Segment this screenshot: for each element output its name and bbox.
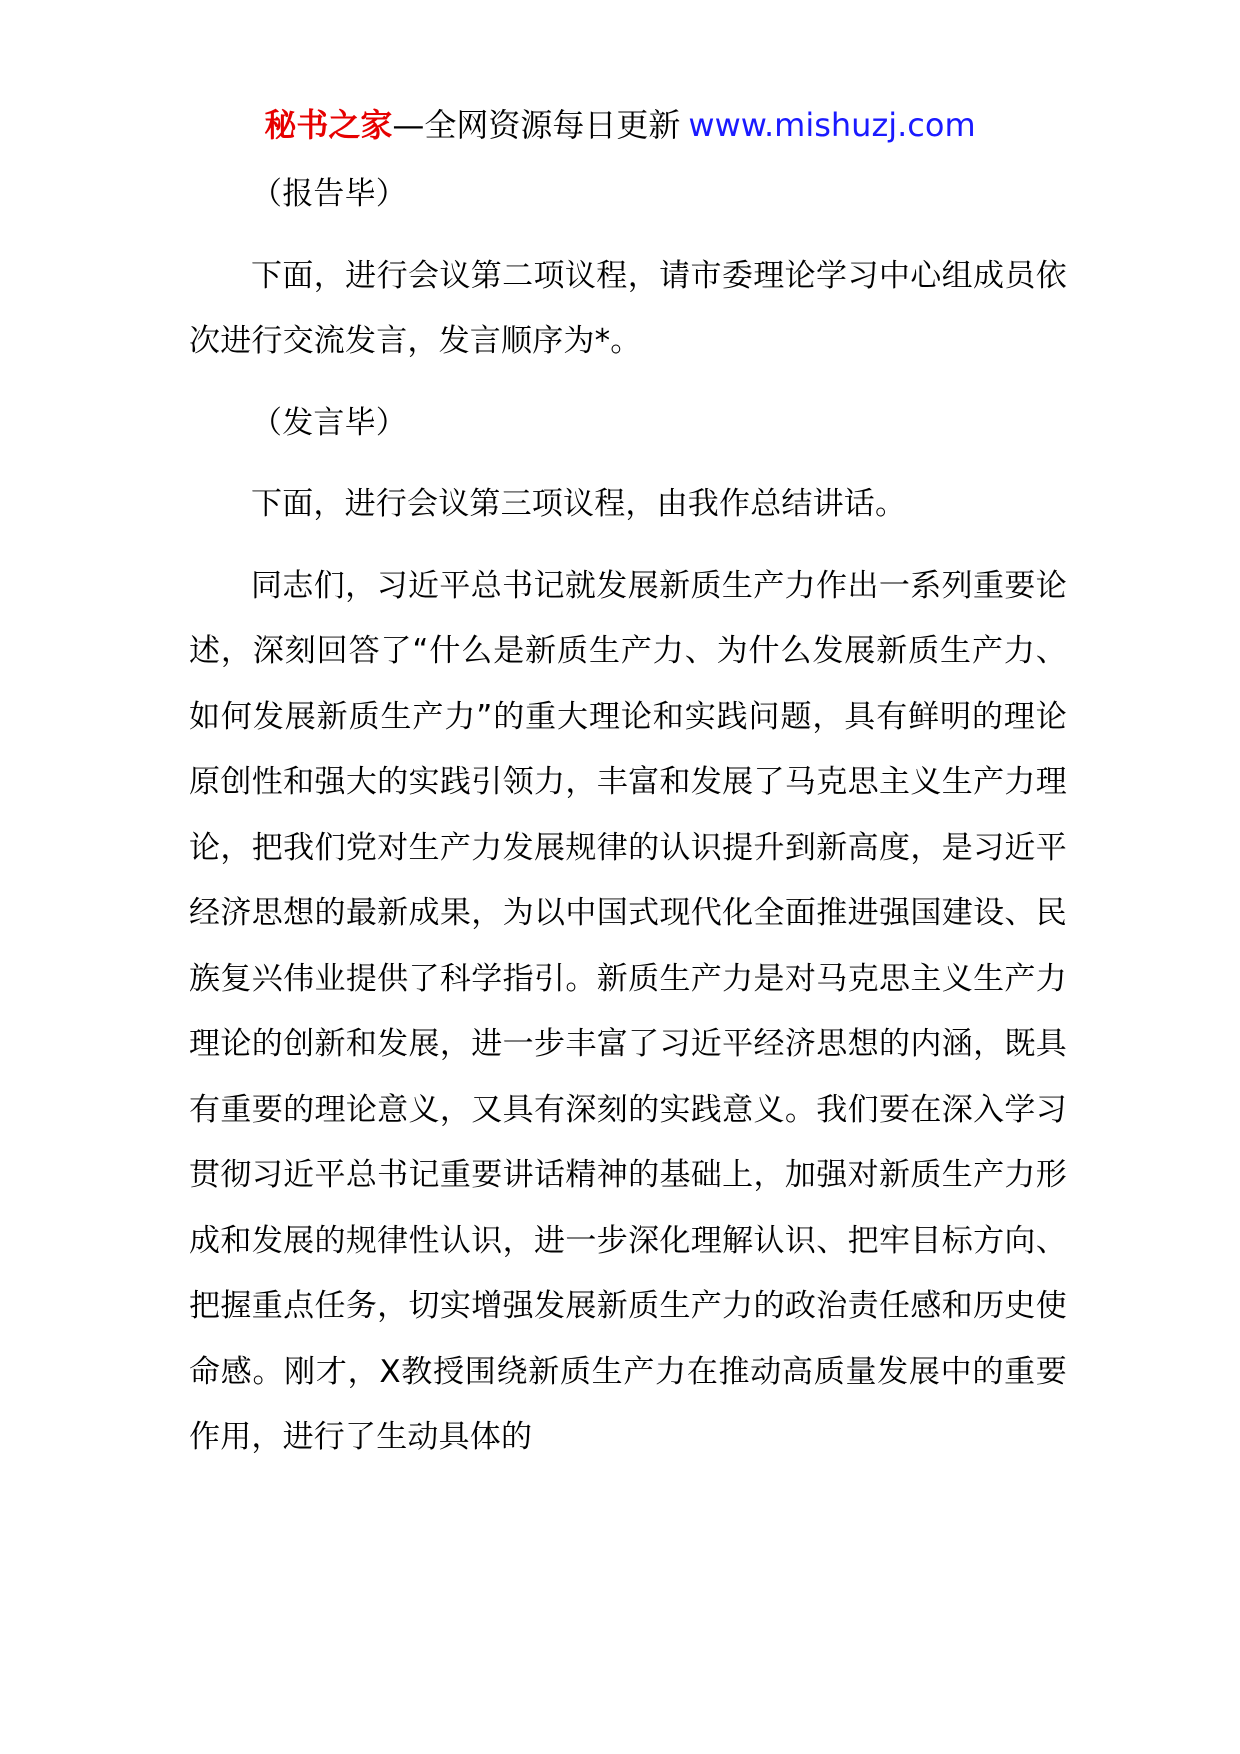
- paragraph-agenda-three: 下面，进行会议第三项议程，由我作总结讲话。: [251, 486, 907, 522]
- paragraph-speech-end: （发言毕）: [251, 404, 407, 441]
- brand-name: 秘书之家: [264, 106, 393, 144]
- paragraph-summary-speech: 同志们，习近平总书记就发展新质生产力作出一系列重要论述，深刻回答了“什么是新质生产力、为什么发展新质生产力、如何发展新质生产力”的重大理论和实践问题，具有鲜明的理论原创性和强大的实践引领力，丰富和发展了马克思主义生产力理论，把我们党对生产力发展规律的认识提升到新高度，是习近平经济思想的最新成果，为以中国式现代化全面推进强国建设、民族复兴伟业提供了科学指引。新质生产力是对马克思主义生产力理论的创新和发展，进一步丰富了习近平经济思想的内涵，既具有重要的理论意义，又具有深刻的实践意义。我们要在深入学习贯彻习近平总书记重要讲话精神的基础上，加强对新质生产力形成和发展的规律性认识，进一步深化理解认识、把牢目标方向、把握重点任务，切实增强发展新质生产力的政治责任感和历史使命感。刚才，X教授围绕新质生产力在推动高质量发展中的重要作用，进行了生动具体的: [189, 567, 1067, 1455]
- paragraph-report-end: （报告毕）: [251, 176, 407, 212]
- site-url-link[interactable]: www.mishuzj.com: [688, 106, 976, 144]
- header-tagline: —全网资源每日更新: [392, 106, 681, 144]
- page-header: [0, 103, 1240, 147]
- paragraph-agenda-two: 下面，进行会议第二项议程，请市委理论学习中心组成员依次进行交流发言，发言顺序为*。: [189, 257, 1067, 359]
- document-body: [189, 162, 1067, 1471]
